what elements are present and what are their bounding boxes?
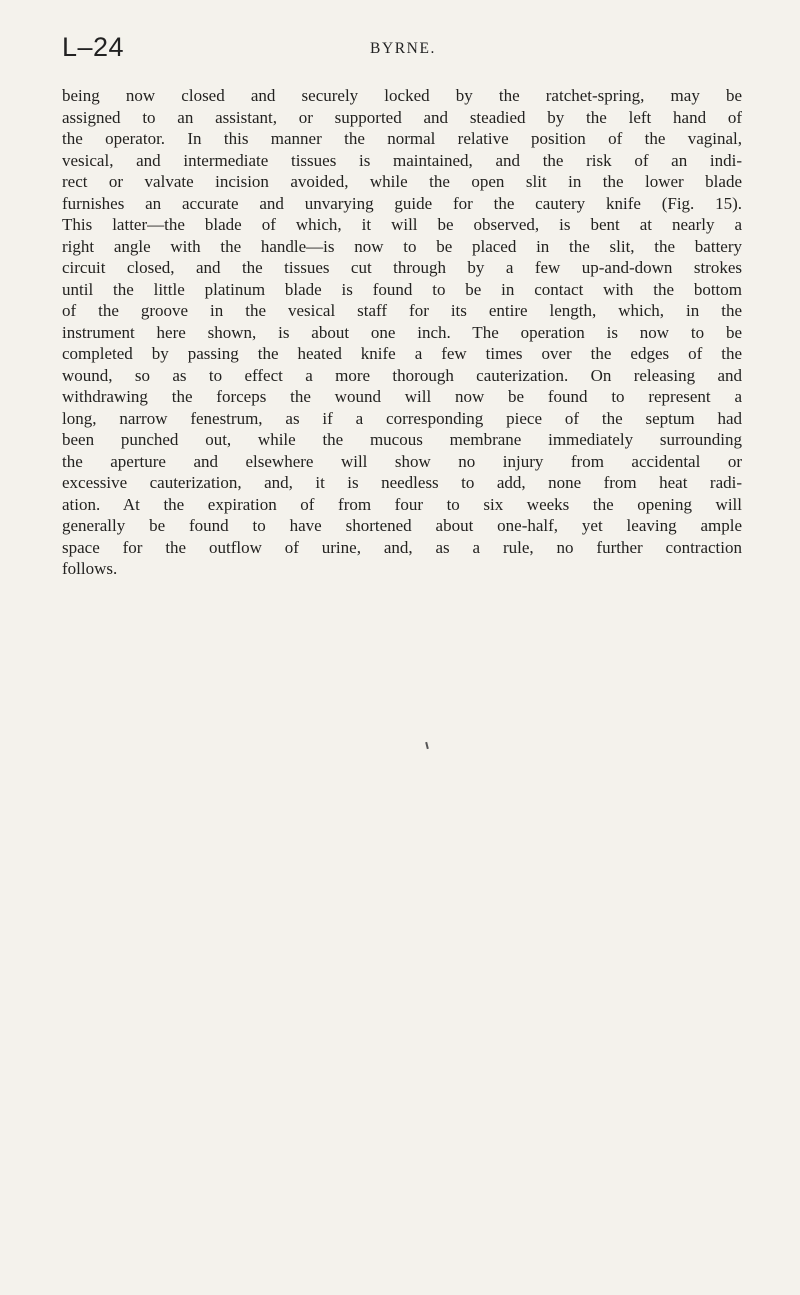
text-line: the operator. In this manner the normal relative position of the vaginal, <box>62 129 742 148</box>
text-line: withdrawing the forceps the wound will now be found to represent a <box>62 387 742 406</box>
text-line: vesical, and intermediate tissues is maintained, and the risk of an indi- <box>62 150 742 170</box>
text-line: long, narrow fenestrum, as if a corresponding piece of the septum had <box>62 408 742 428</box>
text-line: circuit closed, and the tissues cut through by a few up-and-down strokes <box>62 258 742 277</box>
body-paragraph <box>62 85 742 580</box>
text-line: until the little platinum blade is found to be in contact with the bottom <box>62 279 742 299</box>
text-line: space for the outflow of urine, and, as a rule, no further contraction <box>62 537 742 557</box>
text-line: generally be found to have shortened about one-half, yet leaving ample <box>62 516 742 535</box>
page-number: L–24 <box>62 32 125 62</box>
text-line: the aperture and elsewhere will show no injury from accidental or <box>62 451 742 471</box>
page-header <box>62 30 742 70</box>
text-line: assigned to an assistant, or supported and steadied by the left hand of <box>62 107 742 127</box>
text-line: wound, so as to effect a more thorough cauterization. On releasing and <box>62 365 742 385</box>
text-line: rect or valvate incision avoided, while the open slit in the lower blade <box>62 172 742 191</box>
text-line: ation. At the expiration of from four to six weeks the opening will <box>62 494 742 514</box>
text-line: follows. <box>62 559 118 578</box>
text-line: being now closed and securely locked by the ratchet-spring, may be <box>62 86 742 105</box>
text-line: completed by passing the heated knife a few times over the edges of the <box>62 344 742 363</box>
ink-speck-mark <box>425 742 429 749</box>
text-line: been punched out, while the mucous membrane immediately surrounding <box>62 430 742 449</box>
running-head: BYRNE. <box>370 40 437 57</box>
text-line: right angle with the handle—is now to be placed in the slit, the battery <box>62 236 742 256</box>
text-line: instrument here shown, is about one inch. The operation is now to be <box>62 322 742 342</box>
text-line: of the groove in the vesical staff for its entire length, which, in the <box>62 301 742 320</box>
text-line: furnishes an accurate and unvarying guide for the cautery knife (Fig. 15). <box>62 193 742 213</box>
text-line: This latter—the blade of which, it will be observed, is bent at nearly a <box>62 215 742 234</box>
text-line: excessive cauterization, and, it is needless to add, none from heat radi- <box>62 473 742 492</box>
